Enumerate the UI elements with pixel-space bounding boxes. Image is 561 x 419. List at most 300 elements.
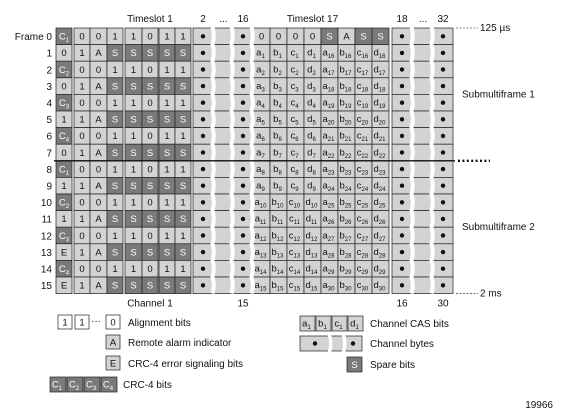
cas-value: $b_{24}$ xyxy=(339,180,352,193)
legend-channel-byte-dot xyxy=(313,341,317,345)
frame-row xyxy=(46,61,453,78)
channel-byte-dot xyxy=(441,250,445,254)
frame-row xyxy=(46,161,453,178)
bit-value: A xyxy=(95,280,102,292)
cas-value: $a_6$ xyxy=(256,130,265,144)
legend-cas-value: $b_1$ xyxy=(318,318,327,331)
channel-byte-dot xyxy=(400,184,404,188)
cas-value: $a_{14}$ xyxy=(254,263,267,276)
timeslot-header: 2 xyxy=(200,14,206,25)
cas-value: $d_3$ xyxy=(307,80,316,94)
bit-value: S xyxy=(146,48,154,60)
cas-value: $d_{17}$ xyxy=(373,64,386,77)
bit-value: A xyxy=(95,147,102,159)
cas-value: $b_{28}$ xyxy=(339,246,352,260)
channel-byte-dot xyxy=(400,250,404,254)
bit-value: 1 xyxy=(130,230,137,242)
legend xyxy=(50,315,449,392)
cas-value: $a_{20}$ xyxy=(322,114,335,127)
channel-gap-cell xyxy=(413,194,433,211)
legend-cas-value: $d_1$ xyxy=(350,318,359,331)
bit-value: 1 xyxy=(61,114,67,126)
legend-remote-alarm-value: A xyxy=(109,337,117,349)
cas-value: $c_{23}$ xyxy=(356,163,369,177)
break-mark xyxy=(232,26,233,294)
cas-value: $a_{15}$ xyxy=(254,280,267,293)
channel-byte-dot xyxy=(201,200,205,204)
channel-byte-dot xyxy=(201,267,205,271)
bit-value: S xyxy=(360,31,367,43)
channel-byte-dot xyxy=(241,134,245,138)
bit-value: $C_3$ xyxy=(58,230,70,244)
bit-value: A xyxy=(95,214,102,226)
channel-gap-cell xyxy=(413,78,433,95)
bit-value: A xyxy=(343,31,350,43)
frame-label: 13 xyxy=(40,247,52,259)
bit-value: 1 xyxy=(130,264,137,275)
bit-value: 1 xyxy=(164,131,170,143)
cas-value: $d_4$ xyxy=(307,97,316,110)
bit-value: S xyxy=(146,280,154,292)
channel-byte-dot xyxy=(400,134,404,138)
channel-byte-dot xyxy=(400,217,404,221)
cas-value: $a_{21}$ xyxy=(322,130,335,144)
channel-byte-dot xyxy=(241,217,245,221)
bit-value: $C_3$ xyxy=(58,98,70,111)
frame-label: 6 xyxy=(46,131,52,143)
bit-value: 1 xyxy=(79,247,85,259)
bit-value: 1 xyxy=(180,131,186,143)
cas-value: $d_1$ xyxy=(307,47,316,61)
cas-value: $b_{29}$ xyxy=(339,263,352,276)
bit-value: 1 xyxy=(130,131,137,143)
frame-label: 5 xyxy=(46,115,52,127)
cas-value: $d_{12}$ xyxy=(305,230,318,243)
bit-value: A xyxy=(95,181,102,192)
cas-value: $d_{26}$ xyxy=(373,213,386,227)
cas-value: $a_{24}$ xyxy=(322,180,335,193)
cas-value: $c_{13}$ xyxy=(288,246,301,260)
channel-label: 16 xyxy=(396,298,408,310)
cas-value: $a_{22}$ xyxy=(322,147,335,160)
channel-gap-cell xyxy=(413,161,433,178)
channel-byte-dot xyxy=(201,167,205,171)
cas-value: $d_{24}$ xyxy=(373,180,386,193)
legend-spare-value: S xyxy=(351,360,358,371)
bit-value: 1 xyxy=(112,230,118,242)
bit-value: 1 xyxy=(79,48,85,60)
bit-value: 0 xyxy=(95,98,102,109)
timeslot-header: 18 xyxy=(396,14,408,25)
bit-value: 1 xyxy=(130,31,137,43)
bit-value: 0 xyxy=(147,64,153,76)
timeslot-header: ... xyxy=(219,14,228,25)
frame-row xyxy=(41,227,453,244)
bit-value: 1 xyxy=(79,147,85,159)
channel-byte-dot xyxy=(241,84,245,88)
bit-value: S xyxy=(163,81,171,93)
bit-value: 1 xyxy=(180,98,186,109)
channel-byte-dot xyxy=(441,167,445,171)
bit-value: 0 xyxy=(79,264,85,275)
break-mark xyxy=(432,26,433,294)
bit-value: 1 xyxy=(79,214,85,226)
cas-value: $d_{19}$ xyxy=(373,97,386,110)
bit-value: S xyxy=(111,247,119,259)
cas-value: $a_{10}$ xyxy=(254,197,267,210)
figure-id: 19966 xyxy=(525,400,553,411)
bit-value: 1 xyxy=(130,164,137,176)
cas-value: $c_{26}$ xyxy=(356,213,369,227)
cas-value: $a_{28}$ xyxy=(322,246,335,260)
bit-value: 1 xyxy=(164,230,170,242)
cas-value: $c_{20}$ xyxy=(356,114,369,127)
channel-gap-cell xyxy=(413,144,433,161)
bit-value: S xyxy=(163,114,171,126)
channel-gap-cell xyxy=(413,244,433,261)
cas-value: $b_2$ xyxy=(273,64,282,77)
cas-value: $d_{30}$ xyxy=(373,280,386,293)
bit-value: $C_4$ xyxy=(58,264,70,277)
channel-byte-dot xyxy=(400,150,404,154)
frame-label: 14 xyxy=(40,264,52,276)
bit-value: 1 xyxy=(180,197,186,209)
legend-spare-label: Spare bits xyxy=(370,360,416,371)
bit-value: 0 xyxy=(292,31,299,43)
break-mark xyxy=(213,26,214,294)
cas-value: $b_1$ xyxy=(273,47,282,61)
cas-value: $d_9$ xyxy=(307,180,316,193)
cas-value: $c_{28}$ xyxy=(356,246,369,260)
cas-value: $d_{29}$ xyxy=(373,263,386,276)
cas-value: $a_{30}$ xyxy=(322,280,335,293)
cas-value: $b_{12}$ xyxy=(271,230,284,243)
bit-value: S xyxy=(163,214,171,226)
channel-label: Channel 1 xyxy=(127,298,173,310)
channel-byte-dot xyxy=(400,101,404,105)
cas-value: $b_9$ xyxy=(273,180,282,193)
legend-channel-bytes-label: Channel bytes xyxy=(370,339,434,350)
frame-label: 9 xyxy=(46,181,52,193)
bit-value: S xyxy=(146,114,154,126)
legend-ellipsis: ··· xyxy=(91,316,101,327)
cas-value: $b_{17}$ xyxy=(339,64,352,77)
channel-byte-dot xyxy=(201,67,205,71)
channel-byte-dot xyxy=(241,250,245,254)
channel-gap-cell xyxy=(413,45,433,62)
legend-crc4-value: $C_1$ xyxy=(51,379,63,392)
cas-value: $b_5$ xyxy=(273,114,282,127)
channel-byte-dot xyxy=(441,217,445,221)
bit-value: 1 xyxy=(112,64,118,76)
channel-byte-dot xyxy=(201,150,205,154)
channel-byte-dot xyxy=(241,150,245,154)
time-label-top: 125 µs xyxy=(480,23,511,34)
channel-gap-cell xyxy=(413,111,433,128)
cas-value: $d_{20}$ xyxy=(373,114,386,127)
cas-value: $d_{22}$ xyxy=(373,147,386,160)
channel-byte-dot xyxy=(241,233,245,237)
cas-value: $a_{11}$ xyxy=(254,213,267,227)
cas-value: $c_4$ xyxy=(290,97,299,110)
bit-value: 1 xyxy=(79,181,85,192)
bit-value: 0 xyxy=(79,197,85,209)
channel-gap-cell xyxy=(413,260,433,277)
bit-value: A xyxy=(95,114,102,126)
bit-value: S xyxy=(146,181,154,192)
cas-value: $a_{12}$ xyxy=(254,230,267,243)
cas-value: $b_{20}$ xyxy=(339,114,352,127)
bit-value: 0 xyxy=(61,81,67,93)
bit-value: S xyxy=(179,280,187,292)
legend-crc-error-value: E xyxy=(109,358,117,370)
bit-value: 1 xyxy=(180,64,186,76)
cas-value: $d_{11}$ xyxy=(305,213,318,227)
frame-label: 12 xyxy=(40,231,52,243)
bit-value: 1 xyxy=(112,164,118,176)
bit-value: $C_2$ xyxy=(58,197,70,211)
bit-value: 0 xyxy=(95,164,102,176)
frame-label: 8 xyxy=(46,164,52,176)
channel-byte-dot xyxy=(400,283,404,287)
cas-value: $c_{29}$ xyxy=(356,263,369,276)
cas-value: $c_{21}$ xyxy=(356,130,369,144)
bit-value: S xyxy=(111,48,119,60)
timeslot-header: ... xyxy=(418,14,428,25)
bit-value: 1 xyxy=(79,81,85,93)
bit-value: 0 xyxy=(147,31,153,43)
legend-crc4-label: CRC-4 bits xyxy=(123,380,172,391)
cas-value: $b_3$ xyxy=(273,80,282,94)
cas-value: $c_{17}$ xyxy=(356,64,369,77)
cas-value: $c_7$ xyxy=(290,147,299,160)
cas-value: $b_{27}$ xyxy=(339,230,352,243)
channel-byte-dot xyxy=(441,101,445,105)
bit-value: 0 xyxy=(147,197,153,209)
bit-value: $C_1$ xyxy=(58,164,70,177)
cas-value: $c_{30}$ xyxy=(356,280,369,293)
cas-value: $a_4$ xyxy=(256,97,265,110)
bit-value: 1 xyxy=(180,31,186,43)
legend-crc-error-label: CRC-4 error signaling bits xyxy=(128,359,244,370)
legend-channel-byte-dot xyxy=(351,341,355,345)
break-mark xyxy=(412,26,413,294)
bit-value: 0 xyxy=(258,31,265,43)
channel-byte-dot xyxy=(241,67,245,71)
channel-byte-dot xyxy=(400,34,404,38)
cas-value: $b_8$ xyxy=(273,163,282,177)
channel-byte-dot xyxy=(441,84,445,88)
cas-value: $d_{28}$ xyxy=(373,246,386,260)
cas-value: $b_{30}$ xyxy=(339,280,352,293)
bit-value: 0 xyxy=(147,131,153,143)
cas-value: $d_{10}$ xyxy=(305,197,318,210)
bit-value: S xyxy=(179,147,187,159)
cas-value: $c_6$ xyxy=(290,130,299,144)
channel-byte-dot xyxy=(241,267,245,271)
bit-value: A xyxy=(95,81,102,93)
bit-value: 0 xyxy=(95,230,102,242)
cas-value: $d_{25}$ xyxy=(373,197,386,210)
cas-value: $c_{16}$ xyxy=(356,47,369,61)
cas-value: $c_{12}$ xyxy=(288,230,301,243)
cas-value: $c_{11}$ xyxy=(289,213,300,227)
cas-value: $c_{18}$ xyxy=(356,80,369,94)
channel-byte-dot xyxy=(241,283,245,287)
bit-value: 1 xyxy=(180,264,186,275)
cas-value: $b_{11}$ xyxy=(271,213,284,227)
bit-value: 0 xyxy=(95,64,102,76)
bit-value: 1 xyxy=(112,98,118,109)
cas-value: $b_{23}$ xyxy=(339,163,352,177)
channel-byte-dot xyxy=(400,167,404,171)
bit-value: $C_4$ xyxy=(58,131,70,144)
bit-value: 0 xyxy=(79,64,85,76)
bit-value: S xyxy=(111,81,119,93)
bit-value: S xyxy=(163,147,171,159)
bit-value: E xyxy=(60,280,68,292)
cas-value: $b_{10}$ xyxy=(271,197,284,210)
bit-value: S xyxy=(163,48,171,60)
cas-value: $b_6$ xyxy=(273,130,282,144)
channel-byte-dot xyxy=(441,67,445,71)
bit-value: S xyxy=(130,280,137,292)
channel-byte-dot xyxy=(441,117,445,121)
bit-value: 0 xyxy=(79,164,85,176)
cas-value: $c_{10}$ xyxy=(288,197,301,210)
cas-value: $c_{19}$ xyxy=(356,97,369,110)
channel-byte-dot xyxy=(241,117,245,121)
cas-value: $b_{16}$ xyxy=(339,47,352,61)
cas-value: $a_9$ xyxy=(256,180,265,193)
bit-value: $C_2$ xyxy=(58,64,70,78)
bit-value: S xyxy=(179,247,187,259)
bit-value: 1 xyxy=(164,197,170,209)
bit-value: S xyxy=(179,214,187,226)
channel-byte-dot xyxy=(201,134,205,138)
legend-crc4-value: $C_2$ xyxy=(68,379,80,392)
bit-value: 1 xyxy=(130,197,137,209)
channel-byte-dot xyxy=(201,84,205,88)
legend-alignment-value: 1 xyxy=(79,317,85,329)
bit-value: S xyxy=(130,81,137,93)
channel-byte-dot xyxy=(241,101,245,105)
bit-value: 0 xyxy=(147,164,153,176)
channel-byte-dot xyxy=(201,250,205,254)
cas-value: $a_{19}$ xyxy=(322,97,335,110)
bit-value: 0 xyxy=(79,98,85,109)
frame-label: 11 xyxy=(41,214,52,226)
channel-byte-dot xyxy=(400,117,404,121)
frame-label: Frame 0 xyxy=(14,32,52,44)
frame-row xyxy=(41,244,453,261)
channel-gap-cell xyxy=(413,211,433,228)
cas-value: $b_{15}$ xyxy=(271,280,284,293)
bit-value: 1 xyxy=(61,214,67,226)
cas-value: $a_{17}$ xyxy=(322,64,335,77)
frame-row xyxy=(46,45,453,62)
bit-value: S xyxy=(179,114,187,126)
legend-alignment-value: 1 xyxy=(62,317,68,329)
cas-value: $c_9$ xyxy=(290,180,299,193)
cas-value: $d_8$ xyxy=(307,163,316,177)
channel-byte-dot xyxy=(400,84,404,88)
channel-label: 15 xyxy=(237,298,249,310)
frame-row xyxy=(46,177,453,194)
bit-value: 1 xyxy=(61,181,67,192)
bit-value: 1 xyxy=(164,64,170,76)
cas-value: $d_{18}$ xyxy=(373,80,386,94)
bit-value: 1 xyxy=(79,280,85,292)
cas-value: $b_4$ xyxy=(273,97,282,110)
channel-byte-dot xyxy=(441,51,445,55)
legend-cas-value: $c_1$ xyxy=(334,318,343,331)
cas-value: $d_{23}$ xyxy=(373,163,386,177)
bit-value: A xyxy=(95,48,102,60)
legend-break-mark xyxy=(330,335,331,352)
bit-value: S xyxy=(111,214,119,226)
cas-value: $d_{13}$ xyxy=(305,246,318,260)
submultiframe-label: Submultiframe 1 xyxy=(462,89,535,101)
legend-crc4-value: $C_4$ xyxy=(102,379,114,392)
cas-value: $b_{26}$ xyxy=(339,213,352,227)
bit-value: 1 xyxy=(79,114,85,126)
legend-cas-label: Channel CAS bits xyxy=(370,319,449,330)
frame-row xyxy=(46,128,453,145)
bit-value: 0 xyxy=(61,147,67,159)
cas-value: $c_{15}$ xyxy=(288,280,301,293)
cas-value: $c_{27}$ xyxy=(356,230,369,243)
bit-value: E xyxy=(60,247,68,259)
frame-row xyxy=(41,194,453,211)
cas-value: $c_{25}$ xyxy=(356,197,369,210)
channel-byte-dot xyxy=(400,67,404,71)
time-label-bottom: 2 ms xyxy=(480,288,502,300)
legend-remote-alarm-label: Remote alarm indicator xyxy=(128,338,232,349)
bit-value: 0 xyxy=(309,31,316,43)
bit-value: S xyxy=(130,247,137,259)
bit-value: S xyxy=(130,48,137,60)
cas-value: $d_{27}$ xyxy=(373,230,386,243)
timeslot-header: Timeslot 1 xyxy=(127,14,173,25)
channel-gap-cell xyxy=(413,94,433,111)
channel-byte-dot xyxy=(441,184,445,188)
cas-value: $c_{24}$ xyxy=(356,180,369,193)
bit-value: S xyxy=(111,114,119,126)
bit-value: 0 xyxy=(95,131,102,143)
frame-row xyxy=(46,78,453,95)
cas-value: $c_{22}$ xyxy=(356,147,369,160)
bit-value: 1 xyxy=(180,164,186,176)
submultiframe-label: Submultiframe 2 xyxy=(462,222,535,234)
bit-value: 1 xyxy=(130,64,137,76)
bit-value: 0 xyxy=(79,230,85,242)
cas-value: $a_{13}$ xyxy=(254,246,267,260)
legend-crc4-value: $C_3$ xyxy=(85,379,97,392)
bit-value: S xyxy=(377,31,384,43)
frame-row xyxy=(46,144,453,161)
channel-byte-dot xyxy=(201,184,205,188)
bit-value: 0 xyxy=(147,230,153,242)
legend-break-mark xyxy=(344,335,345,352)
cas-value: $a_{25}$ xyxy=(322,197,335,210)
bit-value: $C_1$ xyxy=(58,31,70,45)
frame-label: 3 xyxy=(46,81,52,93)
cas-value: $a_{16}$ xyxy=(322,47,335,61)
bit-value: S xyxy=(146,214,154,226)
channel-label: 30 xyxy=(437,298,449,310)
bit-value: S xyxy=(111,181,119,192)
